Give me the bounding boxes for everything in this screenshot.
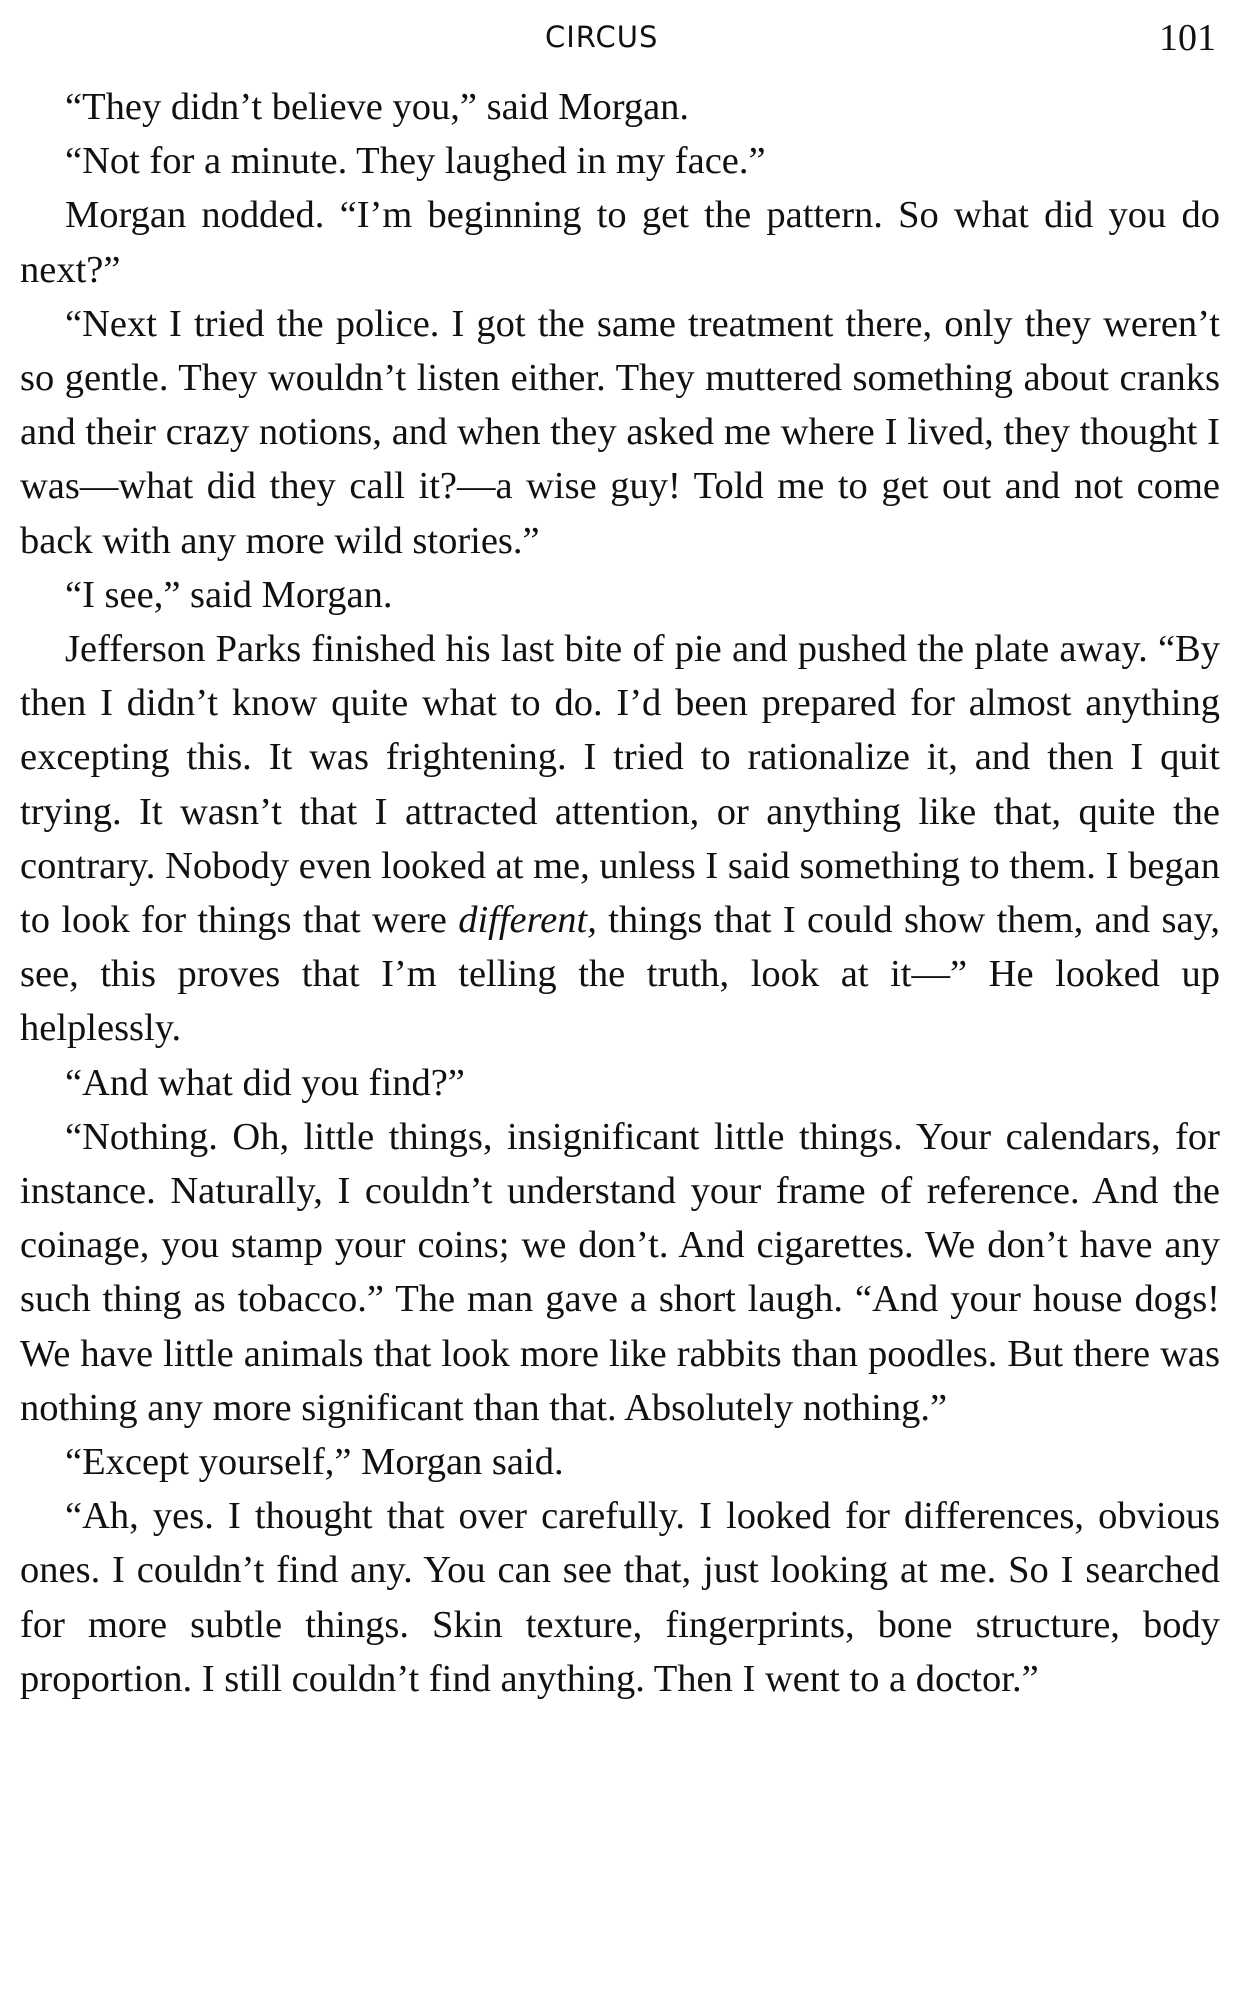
- italic-emphasis: different,: [458, 899, 597, 942]
- book-page: [20, 0, 1220, 2006]
- body-text: [20, 80, 1220, 1706]
- paragraph: “Except yourself,” Morgan said.: [65, 1441, 564, 1484]
- paragraph: “They didn’t believe you,” said Morgan.: [65, 86, 690, 128]
- running-title: CIRCUS: [545, 20, 659, 54]
- paragraph: “Ah, yes. I thought that over carefully. I looked for differences, obvious ones. I couldn’t find any. You can see that, just looking at me. So I searched for more subtle things. Skin texture, fingerprints, bone structure, body proportion. I still couldn’t find anything. Then I went to a doctor.”: [20, 1495, 1220, 1700]
- paragraph: “Not for a minute. They laughed in my face.”: [65, 140, 766, 183]
- paragraph-text: things that I could show them, and say, see, this proves that I’m telling the truth, look at it—” He looked up helplessly.: [20, 899, 1220, 1050]
- paragraph: “Next I tried the police. I got the same treatment there, only they weren’t so gentle. They wouldn’t listen either. They muttered something about cranks and their crazy notions, and when they asked me where I lived, they thought I was—what did they call it?—a wise guy! Told me to get out and not come back with any more wild stories.”: [20, 302, 1220, 562]
- paragraph: “I see,” said Morgan.: [65, 573, 393, 616]
- paragraph: [20, 622, 1220, 1056]
- running-head: [20, 12, 1220, 62]
- page-number: 101: [1159, 17, 1216, 59]
- paragraph: “Nothing. Oh, little things, insignificant little things. Your calendars, for instance. Naturally, I couldn’t understand your frame of reference. And the coinage, you stamp your coins; we don’t. And cigarettes. We don’t have any such thing as tobacco.” The man gave a short laugh. “And your house dogs! We have little animals that look more like rabbits than poodles. But there was nothing any more significant than that. Absolutely nothing.”: [20, 1115, 1220, 1429]
- paragraph-text: Jefferson Parks finished his last bite of pie and pushed the plate away. “By then I didn’t know quite what to do. I’d been prepared for almost anything excepting this. It was frightening. I tried to rationalize it, and then I quit trying. It wasn’t that I attracted attention, or anything like that, quite the contrary. Nobody even looked at me, unless I said something to them. I began to look for things that were: [20, 628, 1220, 942]
- paragraph: “And what did you find?”: [65, 1061, 465, 1104]
- paragraph: Morgan nodded. “I’m beginning to get the pattern. So what did you do next?”: [20, 194, 1220, 291]
